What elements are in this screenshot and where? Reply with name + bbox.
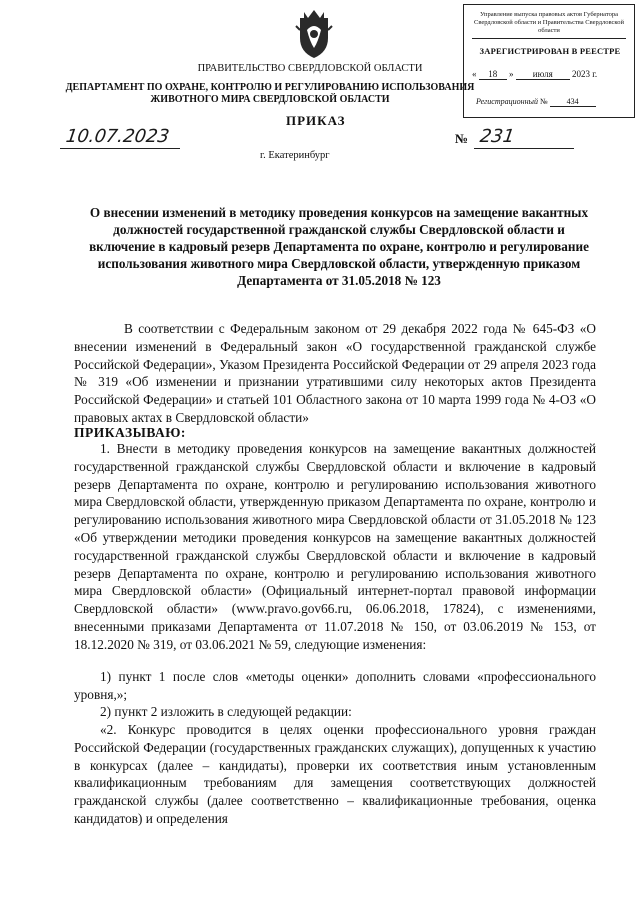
registration-number-row [476,97,636,107]
coat-of-arms-emblem [292,8,336,60]
subitem-2-paragraph: 2) пункт 2 изложить в следующей редакции: [100,704,352,719]
registration-number: 434 [550,97,596,107]
item-1-paragraph: 1. Внести в методику проведения конкурсов на замещение вакантных должностей государственной гражданской службы Свердловской области и включение в кадровый резерв Департамента по охране, контролю и регулированию использования животного мира Свердловской области, утвержденную приказом Департамента по охране, контролю и регулированию использования животного мира Свердловской области от 31.05.2018 № 123 «Об утверждении методики проведения конкурсов на замещение вакантных должностей государственной гражданской службы Свердловской области и включение в кадровый резерв Департамента по охране, контролю и регулированию использования животного мира Свердловской области» (Официальный интернет-портал правовой информации Свердловской области» (www.pravo.gov66.ru, 06.06.2018, 17824), с изменениями, внесенными приказами Департамента от 11.07.2018 № 150, от 03.06.2019 № 153, от 18.12.2020 № 319, от 03.06.2021 № 59, следующие изменения: [74,441,596,652]
registration-authority: Управление выпуска правовых актов Губернатора Свердловской области и Правительства Свердловской области [474,11,624,34]
document-heading: О внесении изменений в методику проведения конкурсов на замещение вакантных должностей государственной гражданской службы Свердловской области и включение в кадровый резерв Департамента по охране, контролю и регулирование использования животного мира Свердловской области, утвержденную приказом Департамента от 31.05.2018 № 123 [89,205,589,288]
registration-date [472,69,632,80]
registration-open-quote: « [472,69,477,79]
registration-number-label: Регистрационный [476,97,538,106]
registration-close-quote: » [509,69,514,79]
registration-day: 18 [479,69,507,80]
department-line-2: ЖИВОТНОГО МИРА СВЕРДЛОВСКОЙ ОБЛАСТИ [150,94,390,105]
quoted-paragraph: «2. Конкурс проводится в целях оценки профессионального уровня граждан Российской Федерации (государственных гражданских служащих), допущенных к участию в конкурсах (далее – кандидаты), проверки их соответствия иным установленным квалификационным требованиям для замещения соответствующих должностей гражданской службы (далее соответственно – квалификационные требования, оценка кандидатов) и определения [74,722,596,826]
order-word: ПРИКАЗЫВАЮ: [74,425,186,440]
registration-title: ЗАРЕГИСТРИРОВАН В РЕЕСТРЕ [479,46,621,56]
government-name: ПРАВИТЕЛЬСТВО СВЕРДЛОВСКОЙ ОБЛАСТИ [197,63,423,74]
department-line-1: ДЕПАРТАМЕНТ ПО ОХРАНЕ, КОНТРОЛЮ И РЕГУЛИРОВАНИЮ ИСПОЛЬЗОВАНИЯ [65,82,475,93]
subitem-1-paragraph: 1) пункт 1 после слов «методы оценки» дополнить словами «профессионального уровня,»; [74,669,596,702]
registration-stamp [463,4,635,118]
city-name: г. Екатеринбург [260,150,330,161]
handwritten-order-number: 231 [478,126,516,147]
registration-year: 2023 [572,69,590,79]
date-underline [60,148,180,149]
registration-year-suffix: г. [592,69,598,79]
registration-number-sign: № [539,97,548,106]
doc-type-title: ПРИКАЗ [286,113,346,128]
number-underline [474,148,574,149]
handwritten-date: 10.07.2023 [64,126,171,147]
registration-divider [472,38,626,39]
registration-month: июля [516,69,570,80]
department-name [60,82,480,106]
preamble-paragraph: В соответствии с Федеральным законом от 29 декабря 2022 года № 645-ФЗ «О внесении изменений в Федеральный закон «О государственной гражданской службе Российской Федерации», Указом Президента Российской Федерации от 29 апреля 2023 года № 319 «Об изменении и признании утратившими силу некоторых актов Президента Российской Федерации» и статьей 101 Областного закона от 10 марта 1999 года № 4-ОЗ «О правовых актах в Свердловской области» [74,321,596,425]
order-number-sign: № [455,131,469,146]
